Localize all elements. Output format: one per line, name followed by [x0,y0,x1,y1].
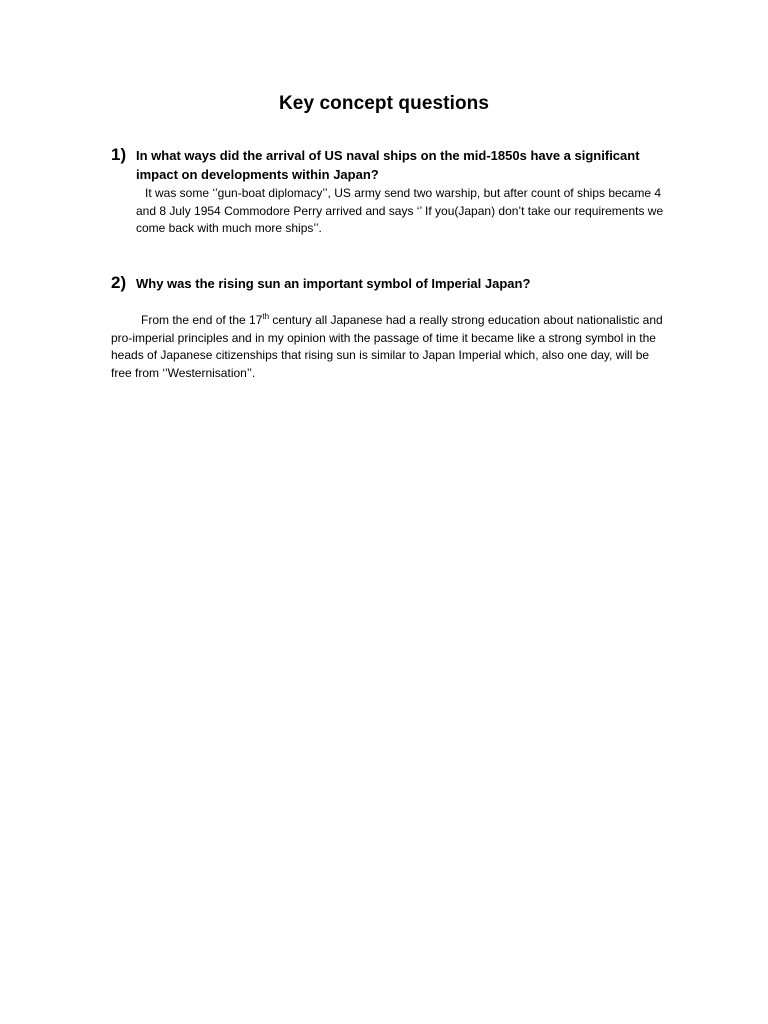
question-2-number: 2) [111,273,127,292]
question-1-number: 1) [111,145,127,164]
ordinal-suffix: th [262,312,270,321]
answer-2-text [111,312,671,382]
question-1-text: In what ways did the arrival of US naval ships on the mid-1850s have a significant impact on developments within Japan? [136,148,640,182]
page-title: Key concept questions [278,93,490,114]
answer-1-text: It was some ‘’gun-boat diplomacy’’, US army send two warship, but after count of ships became 4 and 8 July 1954 Commodore Perry arrived and says ‘’ If you(Japan) don’t take our requirements we come back with much more ships’’. [136,186,664,235]
answer-2-text-rest: century all Japanese had a really strong education about nationalistic and pro-imperial principles and in my opinion with the passage of time it became like a strong symbol in the heads of Japanese citizenships that rising sun is similar to Japan Imperial which, also one day, will be free from ‘’Westernisation’’. [111,313,663,380]
answer-2-text-start: From the end of the 17 [141,313,263,327]
question-2-text: Why was the rising sun an important symbol of Imperial Japan? [136,276,531,291]
